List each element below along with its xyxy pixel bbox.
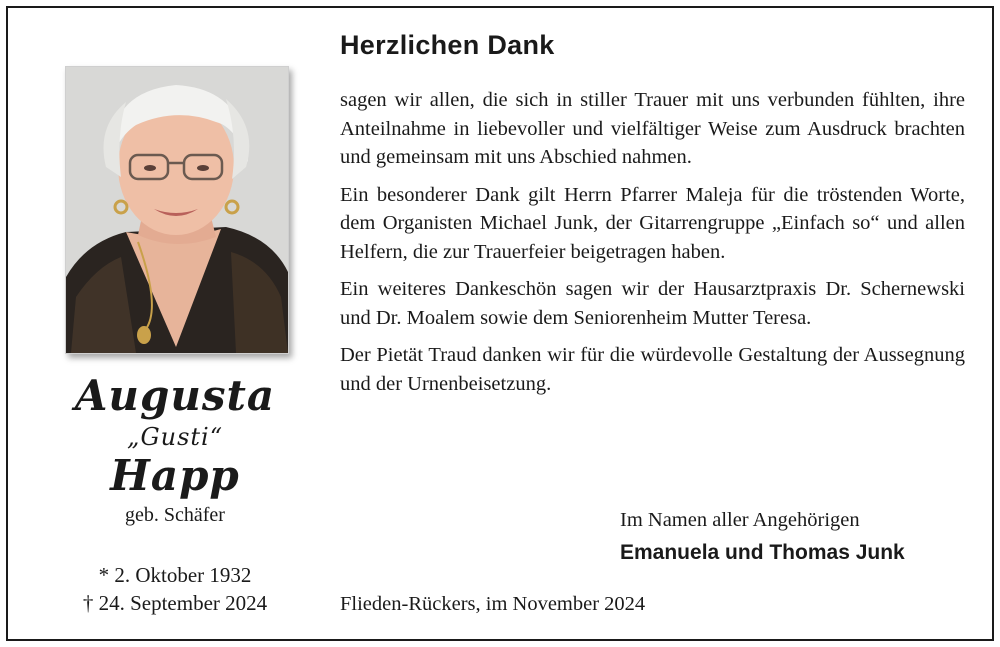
paragraph: Ein besonderer Dank gilt Herrn Pfarrer Maleja für die tröstenden Worte, dem Organisten Michael Junk, der Gitarrengruppe „Einfach so“ und allen Helfern, die zur Trauerfeier beigetragen haben. <box>340 183 965 263</box>
place-date: Flieden-Rückers, im November 2024 <box>340 593 646 615</box>
nickname: „Gusti“ <box>127 423 223 451</box>
notice-heading: Herzlichen Dank <box>340 30 555 60</box>
life-dates <box>40 561 310 617</box>
signers: Emanuela und Thomas Junk <box>620 541 905 564</box>
deceased-name-block <box>40 372 310 528</box>
birth-date: * 2. Oktober 1932 <box>98 563 252 587</box>
portrait-photo <box>65 66 289 354</box>
paragraph: Ein weiteres Dankeschön sagen wir der Hausarztpraxis Dr. Schernewski und Dr. Moalem sowie dem Seniorenheim Mutter Teresa. <box>340 278 965 329</box>
paragraph: sagen wir allen, die sich in stiller Trauer mit uns verbunden fühlten, ihre Anteilnahme in liebevoller und vielfältiger Weise zum Ausdruck brachten und gemeinsam mit uns Abschied nahmen. <box>340 89 965 168</box>
surname: Happ <box>110 451 240 500</box>
notice-body <box>340 86 965 407</box>
maiden-name: geb. Schäfer <box>125 504 225 526</box>
first-name: Augusta <box>74 371 276 420</box>
death-date: † 24. September 2024 <box>82 591 268 615</box>
signoff: Im Namen aller Angehörigen <box>620 509 860 531</box>
paragraph: Der Pietät Traud danken wir für die würdevolle Gestaltung der Aussegnung und der Urnenbeisetzung. <box>340 344 965 395</box>
